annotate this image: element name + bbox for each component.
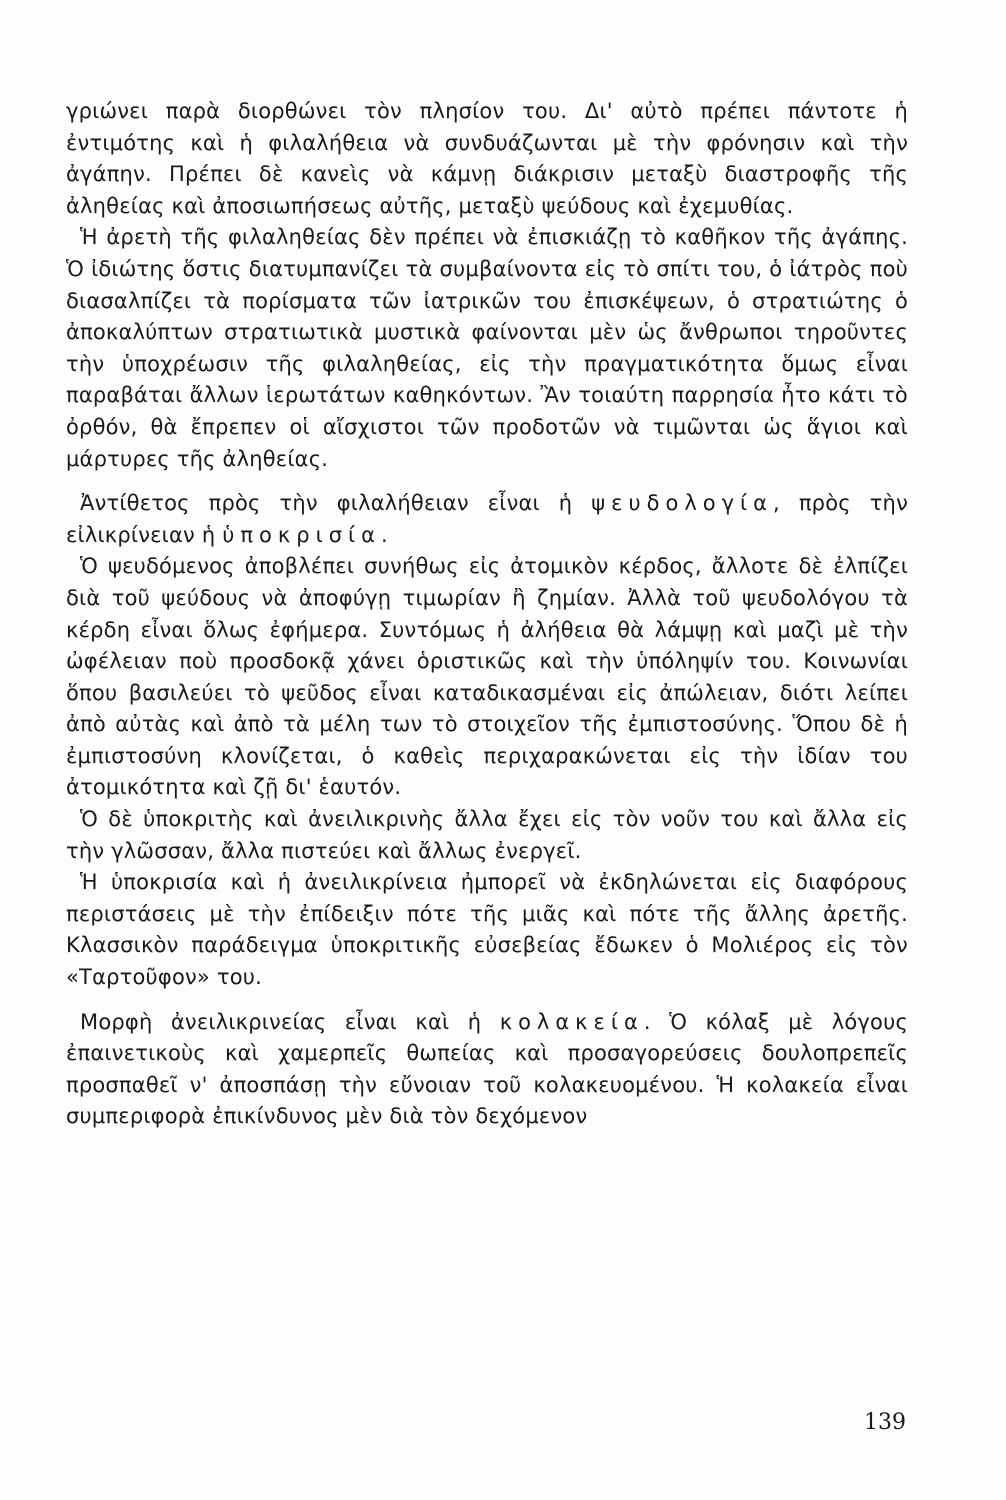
term-pseudologia: ψευδολογία — [591, 491, 773, 516]
paragraph-1: γριώνει παρὰ διορθώνει τὸν πλησίον του. Δι' αὐτὸ πρέπει πάντοτε ἡ ἐντιμότης καὶ ἡ φιλαλήθεια νὰ συνδυάζωνται μὲ τὴν φρόνησιν καὶ τὴν ἀγάπην. Πρέπει δὲ κανεὶς νὰ κάμνῃ διάκρισιν μεταξὺ διαστροφῆς τῆς ἀληθείας καὶ ἀποσιωπήσεως αὐτῆς, μεταξὺ ψεύδους καὶ ἐχεμυθίας. — [66, 99, 908, 218]
paragraph-2: Ἡ ἀρετὴ τῆς φιλαληθείας δὲν πρέπει νὰ ἐπισκιάζῃ τὸ καθῆκον τῆς ἀγάπης. Ὁ ἰδιώτης ὅστις διατυμπανίζει τὰ συμβαίνοντα εἰς τὸ σπίτι του, ὁ ἰάτρὸς ποὺ διασαλπίζει τὰ πορίσματα τῶν ἰατρικῶν του ἐπισκέψεων, ὁ στρατιώτης ὁ ἀποκαλύπτων στρατιωτικὰ μυστικὰ φαίνονται μὲν ὡς ἄνθρωποι τηροῦντες τὴν ὑποχρέωσιν τῆς φιλαληθείας, εἰς τὴν πραγματικότητα ὅμως εἶναι παραβάται ἄλλων ἱερωτάτων καθηκόντων. Ἂν τοιαύτη παρρησία ἦτο κάτι τὸ ὀρθόν, θὰ ἔπρεπεν οἱ αἴσχιστοι τῶν προδοτῶν νὰ τιμῶνται ὡς ἅγιοι καὶ μάρτυρες τῆς ἀληθείας. — [66, 225, 908, 471]
paragraph-7-lead: Μορφὴ ἀνειλικρινείας εἶναι καὶ ἡ — [80, 1009, 500, 1034]
paragraph-3-middle: , πρὸς τὴν εἰλικρίνειαν ἡ — [66, 491, 908, 547]
paragraph-7 — [66, 1007, 908, 1133]
paragraph-5: Ὁ δὲ ὑποκριτὴς καὶ ἀνειλικρινὴς ἄλλα ἔχει εἰς τὸν νοῦν του καὶ ἄλλα εἰς τὴν γλῶσσαν, ἄλλα πιστεύει καὶ ἄλλως ἐνεργεῖ. — [66, 807, 908, 863]
body-text — [66, 96, 908, 1133]
paragraph-6: Ἡ ὑποκρισία καὶ ἡ ἀνειλικρίνεια ἠμπορεῖ νὰ ἐκδηλώνεται εἰς διαφόρους περιστάσεις μὲ τὴν ἐπίδειξιν πότε τῆς μιᾶς καὶ πότε τῆς ἄλλης ἀρετῆς. Κλασσικὸν παράδειγμα ὑποκριτικῆς εὐσεβείας ἔδωκεν ὁ Μολιέρος εἰς τὸν «Ταρτοῦφον» του. — [66, 870, 908, 990]
paragraph-4: Ὁ ψευδόμενος ἀποβλέπει συνήθως εἰς ἀτομικὸν κέρδος, ἄλλοτε δὲ ἐλπίζει διὰ τοῦ ψεύδους νὰ ἀποφύγῃ τιμωρίαν ἢ ζημίαν. Ἀλλὰ τοῦ ψευδολόγου τὰ κέρδη εἶναι ὅλως ἐφήμερα. Συντόμως ἡ ἀλήθεια θὰ λάμψῃ καὶ μαζὶ μὲ τὴν ὠφέλειαν ποὺ προσδοκᾷ χάνει ὁριστικῶς καὶ τὴν ὑπόληψίν του. Κοινωνίαι ὅπου βασιλεύει τὸ ψεῦδος εἶναι καταδικασμέναι εἰς ἀπώλειαν, διότι λείπει ἀπὸ αὐτὰς καὶ ἀπὸ τὰ μέλη των τὸ στοιχεῖον τῆς ἐμπιστοσύνης. Ὅπου δὲ ἡ ἐμπιστοσύνη κλονίζεται, ὁ καθεὶς περιχαρακώνεται εἰς τὴν ἰδίαν του ἀτομικότητα καὶ ζῇ δι' ἑαυτόν. — [66, 554, 908, 800]
term-kolakeia: κολακεία — [499, 1009, 644, 1034]
paragraph-3-end: . — [380, 522, 388, 547]
paragraph-3 — [66, 488, 908, 551]
paragraph-7-rest: . Ὁ κόλαξ μὲ λόγους ἐπαινετικοὺς καὶ χαμερπεῖς θωπείας καὶ προσαγορεύσεις δουλοπρεπεῖς προσπαθεῖ ν' ἀποσπάσῃ τὴν εὔνοιαν τοῦ κολακευομένου. Ἡ κολακεία εἶναι συμπεριφορὰ ἐπικίνδυνος μὲν διὰ τὸν δεχόμενον — [66, 1009, 908, 1129]
paragraph-3-lead: Ἀντίθετος πρὸς τὴν φιλαλήθειαν εἶναι ἡ — [80, 491, 592, 516]
term-ypokrisia: ὑποκρισία — [222, 522, 381, 547]
page-number: 139 — [864, 1410, 906, 1435]
